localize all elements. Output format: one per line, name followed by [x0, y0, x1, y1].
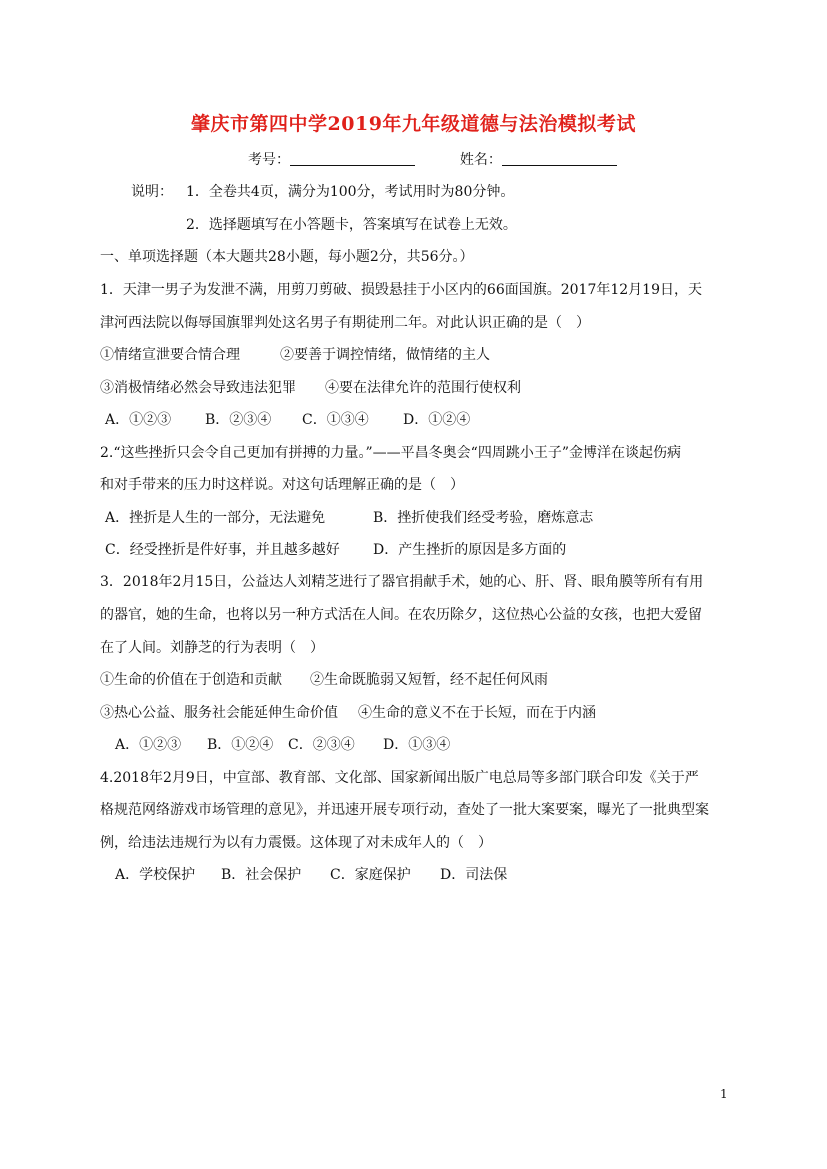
q3-statement-2: ②生命既脆弱又短暂，经不起任何风雨 [310, 672, 548, 688]
name-blank [502, 151, 617, 166]
q3-option-a: A．①②③ [115, 737, 182, 753]
q1-option-a: A．①②③ [105, 412, 172, 428]
page-number: 1 [720, 1087, 728, 1101]
q2-option-d: D．产生挫折的原因是多方面的 [373, 542, 567, 558]
q4-stem-line3: 例，给违法违规行为以有力震慑。这体现了对未成年人的（ ） [100, 835, 492, 851]
q4-option-d: D．司法保 [440, 867, 508, 883]
q3-option-b: B．①②④ [207, 737, 274, 753]
exam-title: 肇庆市第四中学2019年九年级道德与法治模拟考试 [191, 113, 636, 135]
q3-option-d: D．①③④ [383, 737, 451, 753]
instructions-label: 说明： [131, 184, 173, 200]
exam-number-blank [290, 151, 415, 166]
q4-option-c: C．家庭保护 [330, 867, 411, 883]
q2-option-b: B．挫折使我们经受考验，磨炼意志 [373, 510, 594, 526]
q3-stem-line2: 的器官，她的生命，也将以另一种方式活在人间。在农历除夕，这位热心公益的女孩，也把大爱留 [100, 607, 702, 623]
q2-stem-line2: 和对手带来的压力时这样说。对这句话理解正确的是（ ） [100, 477, 464, 493]
q1-statement-2: ②要善于调控情绪，做情绪的主人 [280, 347, 490, 363]
q2-stem-line1: 2.“这些挫折只会令自己更加有拼搏的力量。”——平昌冬奥会“四周跳小王子”金博洋在谈起伤病 [100, 445, 681, 461]
q3-statement-1: ①生命的价值在于创造和贡献 [100, 672, 282, 688]
exam-number-label: 考号： [248, 152, 290, 168]
q1-stem-line1: 1．天津一男子为发泄不满，用剪刀剪破、损毁悬挂于小区内的66面国旗。2017年12月19日，天 [100, 282, 702, 298]
q1-option-b: B．②③④ [205, 412, 272, 428]
q1-statement-3: ③消极情绪必然会导致违法犯罪 [100, 380, 296, 396]
q2-option-a: A．挫折是人生的一部分，无法避免 [105, 510, 326, 526]
q4-stem-line2: 格规范网络游戏市场管理的意见》，并迅速开展专项行动，查处了一批大案要案，曝光了一批典型案 [100, 802, 709, 818]
q4-option-b: B．社会保护 [221, 867, 302, 883]
q4-option-a: A．学校保护 [115, 867, 196, 883]
instruction-1: 1．全卷共4页，满分为100分，考试用时为80分钟。 [186, 184, 515, 200]
q3-option-c: C．②③④ [288, 737, 355, 753]
q1-statement-1: ①情绪宣泄要合情合理 [100, 347, 240, 363]
q1-statement-4: ④要在法律允许的范围行使权利 [325, 380, 521, 396]
q1-option-d: D．①②④ [403, 412, 471, 428]
q3-stem-line3: 在了人间。刘静芝的行为表明（ ） [100, 640, 324, 656]
q3-statement-3: ③热心公益、服务社会能延伸生命价值 [100, 705, 338, 721]
name-label: 姓名： [459, 152, 502, 168]
q2-option-c: C．经受挫折是件好事，并且越多越好 [105, 542, 340, 558]
q1-stem-line2: 津河西法院以侮辱国旗罪判处这名男子有期徒刑二年。对此认识正确的是（ ） [100, 315, 590, 331]
q1-option-c: C．①③④ [302, 412, 369, 428]
q3-statement-4: ④生命的意义不在于长短，而在于内涵 [358, 705, 596, 721]
q4-stem-line1: 4.2018年2月9日，中宣部、教育部、文化部、国家新闻出版广电总局等多部门联合印发《关于严 [100, 770, 699, 786]
instruction-2: 2．选择题填写在小答题卡，答案填写在试卷上无效。 [186, 217, 517, 233]
section-heading: 一、单项选择题（本大题共28小题，每小题2分，共56分。） [100, 249, 474, 265]
exam-info-row [248, 150, 617, 170]
q3-stem-line1: 3．2018年2月15日，公益达人刘精芝进行了器官捐献手术，她的心、肝、肾、眼角膜等所有有用 [100, 574, 704, 590]
